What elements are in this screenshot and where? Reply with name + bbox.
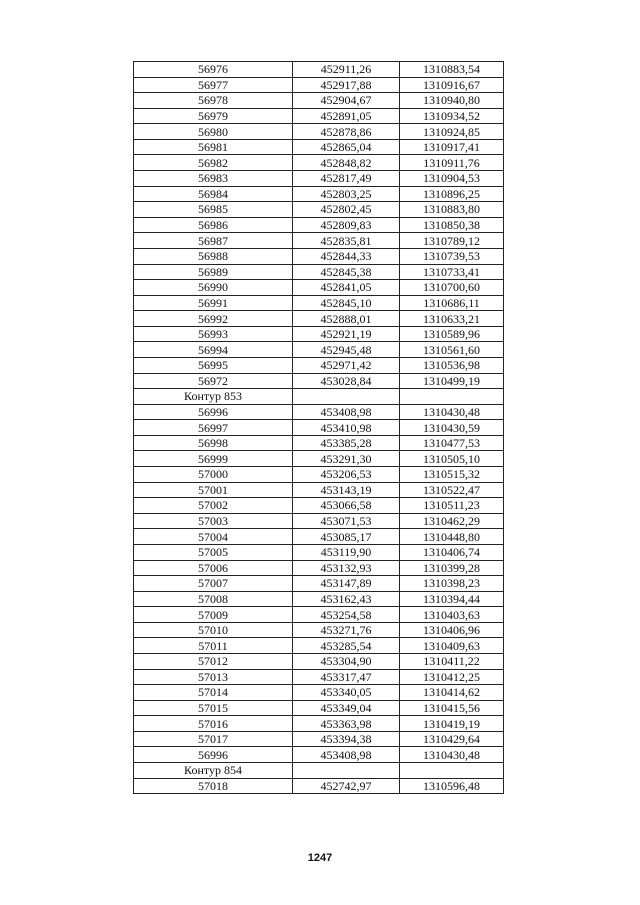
- y-coordinate-cell: 1310733,41: [400, 264, 504, 280]
- table-row: [134, 280, 504, 296]
- point-cell: 56980: [134, 124, 293, 140]
- x-coordinate-cell: 452945,48: [293, 342, 400, 358]
- table-row: [134, 248, 504, 264]
- table-row: [134, 186, 504, 202]
- table-row: [134, 217, 504, 233]
- table-row: [134, 295, 504, 311]
- table-row: [134, 700, 504, 716]
- point-cell: 57006: [134, 560, 293, 576]
- point-cell: 57014: [134, 685, 293, 701]
- x-coordinate-cell: 453085,17: [293, 529, 400, 545]
- x-coordinate-cell: 452809,83: [293, 217, 400, 233]
- x-coordinate-cell: 453304,90: [293, 653, 400, 669]
- y-coordinate-cell: 1310883,54: [400, 62, 504, 78]
- y-coordinate-cell: 1310700,60: [400, 280, 504, 296]
- x-coordinate-cell: 452891,05: [293, 108, 400, 124]
- table-row: [134, 731, 504, 747]
- y-coordinate-cell: 1310596,48: [400, 778, 504, 794]
- y-coordinate-cell: 1310883,80: [400, 202, 504, 218]
- table-row: [134, 108, 504, 124]
- x-coordinate-cell: 452921,19: [293, 326, 400, 342]
- x-coordinate-cell: 453143,19: [293, 482, 400, 498]
- y-coordinate-cell: 1310589,96: [400, 326, 504, 342]
- table-row: [134, 171, 504, 187]
- y-coordinate-cell: 1310406,74: [400, 544, 504, 560]
- y-coordinate-cell: 1310406,96: [400, 622, 504, 638]
- y-coordinate-cell: 1310917,41: [400, 139, 504, 155]
- point-cell: 56978: [134, 93, 293, 109]
- table-row: [134, 498, 504, 514]
- point-cell: 56976: [134, 62, 293, 78]
- point-cell: 57008: [134, 591, 293, 607]
- x-coordinate-cell: 453385,28: [293, 435, 400, 451]
- x-coordinate-cell: 452845,10: [293, 295, 400, 311]
- table-row: [134, 264, 504, 280]
- x-coordinate-cell: 453285,54: [293, 638, 400, 654]
- y-coordinate-cell: 1310394,44: [400, 591, 504, 607]
- y-coordinate-cell: 1310462,29: [400, 513, 504, 529]
- table-row: [134, 451, 504, 467]
- table-row: [134, 685, 504, 701]
- y-coordinate-cell: 1310419,19: [400, 716, 504, 732]
- table-row: [134, 435, 504, 451]
- point-cell: 56995: [134, 357, 293, 373]
- point-cell: Контур 854: [134, 763, 293, 779]
- point-cell: 56996: [134, 747, 293, 763]
- y-coordinate-cell: 1310924,85: [400, 124, 504, 140]
- y-coordinate-cell: 1310477,53: [400, 435, 504, 451]
- x-coordinate-cell: 453162,43: [293, 591, 400, 607]
- point-cell: 56977: [134, 77, 293, 93]
- point-cell: 56989: [134, 264, 293, 280]
- y-coordinate-cell: 1310505,10: [400, 451, 504, 467]
- table-row: [134, 576, 504, 592]
- point-cell: 56984: [134, 186, 293, 202]
- y-coordinate-cell: 1310409,63: [400, 638, 504, 654]
- point-cell: 57015: [134, 700, 293, 716]
- table-row: [134, 404, 504, 420]
- point-cell: 57009: [134, 607, 293, 623]
- point-cell: 57003: [134, 513, 293, 529]
- contour-header-row: [134, 389, 504, 405]
- table-row: [134, 544, 504, 560]
- table-row: [134, 233, 504, 249]
- x-coordinate-cell: 453363,98: [293, 716, 400, 732]
- y-coordinate-cell: 1310789,12: [400, 233, 504, 249]
- point-cell: 57002: [134, 498, 293, 514]
- point-cell: 56972: [134, 373, 293, 389]
- point-cell: Контур 853: [134, 389, 293, 405]
- table-row: [134, 513, 504, 529]
- table-row: [134, 77, 504, 93]
- x-coordinate-cell: 453132,93: [293, 560, 400, 576]
- table-row: [134, 747, 504, 763]
- point-cell: 56993: [134, 326, 293, 342]
- x-coordinate-cell: 452904,67: [293, 93, 400, 109]
- x-coordinate-cell: 452817,49: [293, 171, 400, 187]
- y-coordinate-cell: 1310896,25: [400, 186, 504, 202]
- y-coordinate-cell: 1310429,64: [400, 731, 504, 747]
- point-cell: 56994: [134, 342, 293, 358]
- table-row: [134, 373, 504, 389]
- point-cell: 57001: [134, 482, 293, 498]
- y-coordinate-cell: 1310536,98: [400, 357, 504, 373]
- x-coordinate-cell: 452917,88: [293, 77, 400, 93]
- table-row: [134, 342, 504, 358]
- y-coordinate-cell: 1310911,76: [400, 155, 504, 171]
- y-coordinate-cell: 1310511,23: [400, 498, 504, 514]
- point-cell: 57012: [134, 653, 293, 669]
- y-coordinate-cell: 1310412,25: [400, 669, 504, 685]
- x-coordinate-cell: [293, 389, 400, 405]
- y-coordinate-cell: 1310739,53: [400, 248, 504, 264]
- table-row: [134, 326, 504, 342]
- y-coordinate-cell: [400, 763, 504, 779]
- point-cell: 56981: [134, 139, 293, 155]
- x-coordinate-cell: 453349,04: [293, 700, 400, 716]
- point-cell: 56996: [134, 404, 293, 420]
- point-cell: 56982: [134, 155, 293, 171]
- x-coordinate-cell: 453408,98: [293, 404, 400, 420]
- x-coordinate-cell: 452803,25: [293, 186, 400, 202]
- y-coordinate-cell: 1310515,32: [400, 467, 504, 483]
- point-cell: 56998: [134, 435, 293, 451]
- table-row: [134, 62, 504, 78]
- point-cell: 56987: [134, 233, 293, 249]
- y-coordinate-cell: 1310398,23: [400, 576, 504, 592]
- x-coordinate-cell: 453408,98: [293, 747, 400, 763]
- table-row: [134, 202, 504, 218]
- x-coordinate-cell: 452971,42: [293, 357, 400, 373]
- y-coordinate-cell: 1310399,28: [400, 560, 504, 576]
- table-row: [134, 607, 504, 623]
- x-coordinate-cell: 453147,89: [293, 576, 400, 592]
- table-row: [134, 93, 504, 109]
- coordinates-table: [133, 61, 504, 794]
- coordinates-table-body: [134, 62, 504, 794]
- table-row: [134, 778, 504, 794]
- x-coordinate-cell: 452845,38: [293, 264, 400, 280]
- y-coordinate-cell: 1310430,59: [400, 420, 504, 436]
- point-cell: 56986: [134, 217, 293, 233]
- point-cell: 57007: [134, 576, 293, 592]
- table-row: [134, 311, 504, 327]
- x-coordinate-cell: 453119,90: [293, 544, 400, 560]
- y-coordinate-cell: 1310499,19: [400, 373, 504, 389]
- point-cell: 57016: [134, 716, 293, 732]
- y-coordinate-cell: 1310916,67: [400, 77, 504, 93]
- x-coordinate-cell: 453394,38: [293, 731, 400, 747]
- x-coordinate-cell: 453317,47: [293, 669, 400, 685]
- y-coordinate-cell: 1310561,60: [400, 342, 504, 358]
- y-coordinate-cell: 1310415,56: [400, 700, 504, 716]
- table-row: [134, 155, 504, 171]
- x-coordinate-cell: 453271,76: [293, 622, 400, 638]
- x-coordinate-cell: 453028,84: [293, 373, 400, 389]
- page-number: 1247: [307, 852, 333, 864]
- point-cell: 56992: [134, 311, 293, 327]
- point-cell: 57000: [134, 467, 293, 483]
- table-row: [134, 591, 504, 607]
- point-cell: 57013: [134, 669, 293, 685]
- y-coordinate-cell: 1310850,38: [400, 217, 504, 233]
- y-coordinate-cell: 1310430,48: [400, 404, 504, 420]
- y-coordinate-cell: 1310940,80: [400, 93, 504, 109]
- x-coordinate-cell: 453071,53: [293, 513, 400, 529]
- point-cell: 56979: [134, 108, 293, 124]
- y-coordinate-cell: 1310686,11: [400, 295, 504, 311]
- x-coordinate-cell: 453340,05: [293, 685, 400, 701]
- y-coordinate-cell: 1310633,21: [400, 311, 504, 327]
- x-coordinate-cell: 452742,97: [293, 778, 400, 794]
- point-cell: 57004: [134, 529, 293, 545]
- table-row: [134, 420, 504, 436]
- y-coordinate-cell: [400, 389, 504, 405]
- y-coordinate-cell: 1310403,63: [400, 607, 504, 623]
- table-row: [134, 529, 504, 545]
- x-coordinate-cell: 452835,81: [293, 233, 400, 249]
- table-row: [134, 139, 504, 155]
- x-coordinate-cell: 452911,26: [293, 62, 400, 78]
- x-coordinate-cell: [293, 763, 400, 779]
- point-cell: 56990: [134, 280, 293, 296]
- table-row: [134, 622, 504, 638]
- point-cell: 56983: [134, 171, 293, 187]
- x-coordinate-cell: 453254,58: [293, 607, 400, 623]
- table-row: [134, 669, 504, 685]
- x-coordinate-cell: 452888,01: [293, 311, 400, 327]
- x-coordinate-cell: 453291,30: [293, 451, 400, 467]
- x-coordinate-cell: 453206,53: [293, 467, 400, 483]
- point-cell: 57018: [134, 778, 293, 794]
- table-row: [134, 653, 504, 669]
- y-coordinate-cell: 1310934,52: [400, 108, 504, 124]
- x-coordinate-cell: 452802,45: [293, 202, 400, 218]
- y-coordinate-cell: 1310411,22: [400, 653, 504, 669]
- point-cell: 56999: [134, 451, 293, 467]
- x-coordinate-cell: 453410,98: [293, 420, 400, 436]
- point-cell: 57005: [134, 544, 293, 560]
- point-cell: 57011: [134, 638, 293, 654]
- y-coordinate-cell: 1310430,48: [400, 747, 504, 763]
- table-row: [134, 467, 504, 483]
- point-cell: 56985: [134, 202, 293, 218]
- table-row: [134, 716, 504, 732]
- y-coordinate-cell: 1310448,80: [400, 529, 504, 545]
- point-cell: 56997: [134, 420, 293, 436]
- table-row: [134, 638, 504, 654]
- contour-header-row: [134, 763, 504, 779]
- x-coordinate-cell: 452841,05: [293, 280, 400, 296]
- table-row: [134, 357, 504, 373]
- x-coordinate-cell: 452865,04: [293, 139, 400, 155]
- table-row: [134, 124, 504, 140]
- x-coordinate-cell: 452848,82: [293, 155, 400, 171]
- y-coordinate-cell: 1310522,47: [400, 482, 504, 498]
- table-row: [134, 560, 504, 576]
- point-cell: 56988: [134, 248, 293, 264]
- point-cell: 57017: [134, 731, 293, 747]
- y-coordinate-cell: 1310904,53: [400, 171, 504, 187]
- x-coordinate-cell: 453066,58: [293, 498, 400, 514]
- table-row: [134, 482, 504, 498]
- y-coordinate-cell: 1310414,62: [400, 685, 504, 701]
- point-cell: 56991: [134, 295, 293, 311]
- x-coordinate-cell: 452878,86: [293, 124, 400, 140]
- x-coordinate-cell: 452844,33: [293, 248, 400, 264]
- point-cell: 57010: [134, 622, 293, 638]
